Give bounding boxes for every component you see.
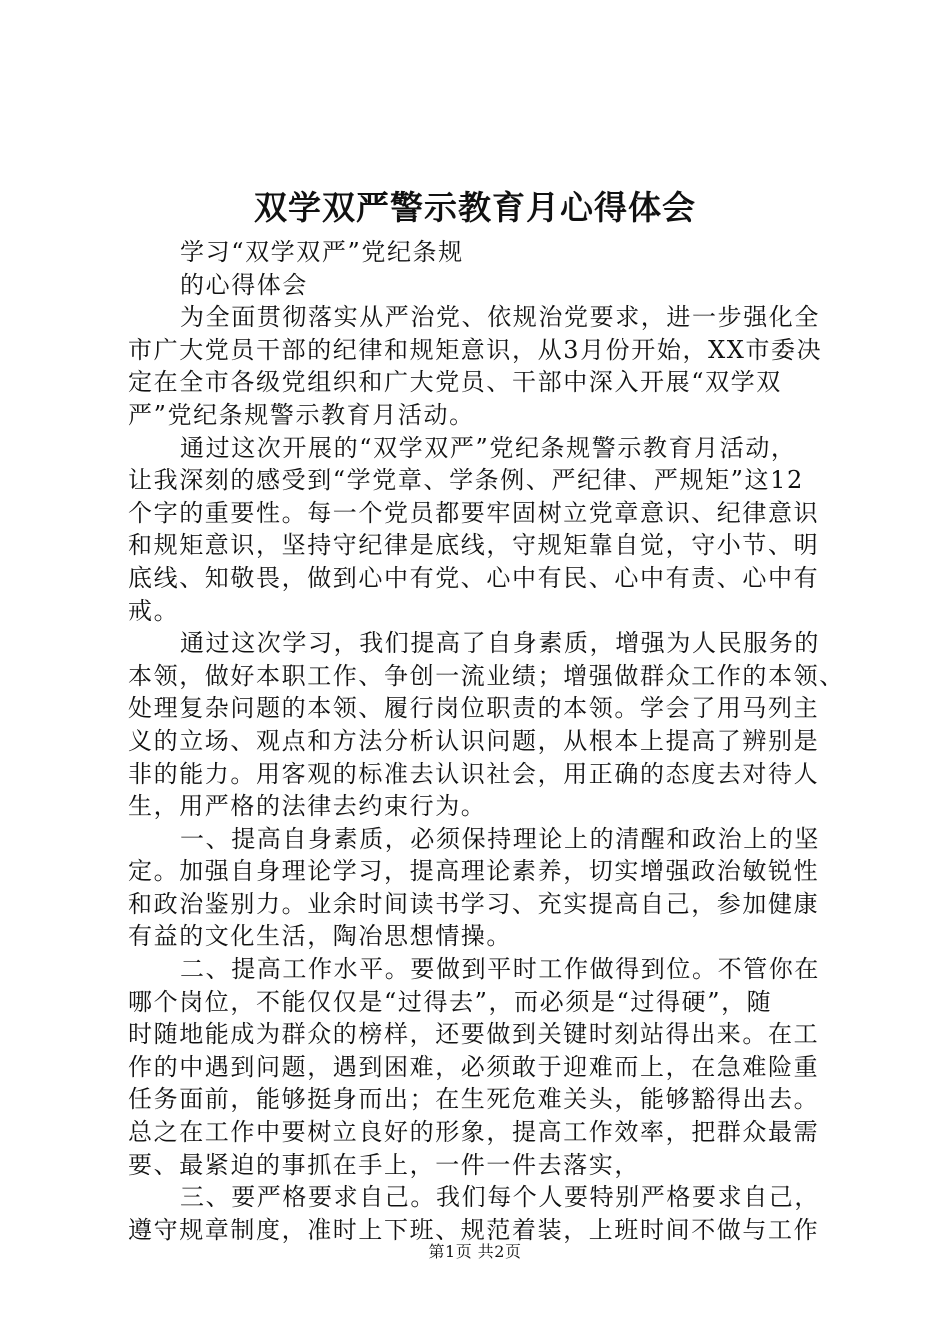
text-line: 非的能力。用客观的标准去认识社会，用正确的态度去对待人 [128, 759, 820, 788]
text-line: 通过这次学习，我们提高了自身素质，增强为人民服务的 [180, 629, 820, 658]
text-line: 通过这次开展的“双学双严”党纪条规警示教育月活动， [180, 433, 797, 462]
text-line: 一、提高自身素质，必须保持理论上的清醒和政治上的坚 [180, 824, 820, 853]
text-line: 个字的重要性。每一个党员都要牢固树立党章意识、纪律意识 [128, 498, 820, 527]
text-line: 有益的文化生活，陶冶思想情操。 [128, 922, 512, 951]
text-line: 二、提高工作水平。要做到平时工作做得到位。不管你在 [180, 955, 820, 984]
text-line: 时随地能成为群众的榜样，还要做到关键时刻站得出来。在工 [128, 1020, 820, 1049]
text-line: 和政治鉴别力。业余时间读书学习、充实提高自己，参加健康 [128, 889, 820, 918]
text-line: 作的中遇到问题，遇到困难，必须敢于迎难而上，在急难险重 [128, 1052, 820, 1081]
text-line: 为全面贯彻落实从严治党、依规治党要求，进一步强化全 [180, 303, 820, 332]
text-line: 总之在工作中要树立良好的形象，提高工作效率，把群众最需 [128, 1118, 820, 1147]
text-line: 让我深刻的感受到“学党章、学条例、严纪律、严规矩”这12 [128, 466, 804, 495]
text-line: 定在全市各级党组织和广大党员、干部中深入开展“双学双 [128, 368, 782, 397]
text-line: 市广大党员干部的纪律和规矩意识，从3月份开始，XX市委决 [128, 335, 823, 364]
document-body [128, 236, 845, 1246]
page-footer: 第1页 共2页 [428, 1242, 522, 1261]
text-line: 定。加强自身理论学习，提高理论素养，切实增强政治敏锐性 [128, 857, 820, 886]
text-line: 要、最紧迫的事抓在手上，一件一件去落实， [128, 1150, 640, 1179]
text-line: 学习“双学双严”党纪条规 [180, 238, 464, 266]
text-line: 严”党纪条规警示教育月活动。 [128, 400, 475, 429]
text-line: 戒。 [128, 596, 180, 625]
text-line: 哪个岗位，不能仅仅是“过得去”，而必须是“过得硬”，随 [128, 987, 773, 1016]
text-line: 生，用严格的法律去约束行为。 [128, 792, 487, 821]
text-line: 的心得体会 [180, 270, 308, 299]
document-title: 双学双严警示教育月心得体会 [254, 188, 696, 227]
text-line: 三、要严格要求自己。我们每个人要特别严格要求自己， [180, 1183, 820, 1212]
text-line: 本领，做好本职工作、争创一流业绩；增强做群众工作的本领、 [128, 661, 845, 690]
text-line: 和规矩意识，坚持守纪律是底线，守规矩靠自觉，守小节、明 [128, 531, 820, 560]
text-line: 处理复杂问题的本领、履行岗位职责的本领。学会了用马列主 [128, 694, 820, 723]
text-line: 任务面前，能够挺身而出；在生死危难关头，能够豁得出去。 [128, 1085, 820, 1114]
text-line: 遵守规章制度，准时上下班、规范着装，上班时间不做与工作 [128, 1215, 820, 1244]
text-line: 底线、知敬畏，做到心中有党、心中有民、心中有责、心中有 [128, 563, 820, 592]
text-line: 义的立场、观点和方法分析认识问题，从根本上提高了辨别是 [128, 726, 820, 755]
